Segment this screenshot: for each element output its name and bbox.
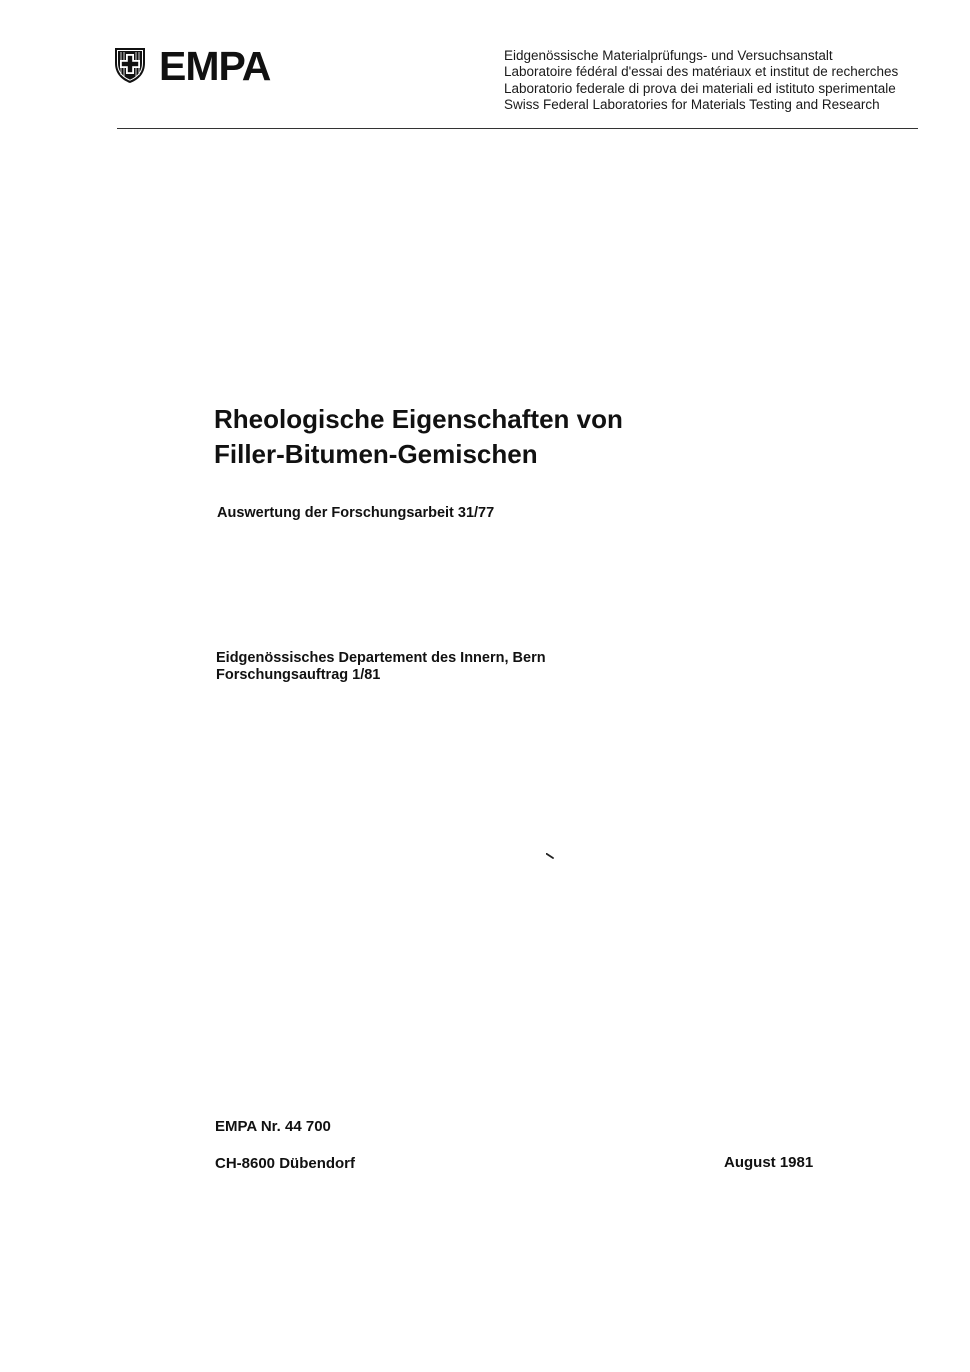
header-divider [117,128,918,129]
institute-name-it: Laboratorio federale di prova dei materiali ed istituto sperimentale [504,80,896,96]
scan-speck [546,853,554,859]
institute-names [504,48,934,113]
report-number: EMPA Nr. 44 700 [215,1118,331,1135]
empa-logo-text: EMPA [159,43,271,89]
client-block [216,650,546,684]
report-place: CH-8600 Dübendorf [215,1155,356,1172]
swiss-cross-shield-icon [113,45,147,85]
report-date: August 1981 [724,1154,814,1171]
document-title [214,402,623,472]
document-title-line-2: Filler-Bitumen-Gemischen [214,439,538,469]
document-subtitle: Auswertung der Forschungsarbeit 31/77 [217,505,495,521]
research-order: Forschungsauftrag 1/81 [216,667,381,683]
institute-name-fr: Laboratoire fédéral d'essai des matériaux et institut de recherches [504,64,899,80]
institute-name-en: Swiss Federal Laboratories for Materials Testing and Research [504,96,880,112]
institute-name-de: Eidgenössische Materialprüfungs- und Versuchsanstalt [504,48,833,63]
document-title-line-1: Rheologische Eigenschaften von [214,404,623,434]
client-department: Eidgenössisches Departement des Innern, Bern [216,650,546,666]
